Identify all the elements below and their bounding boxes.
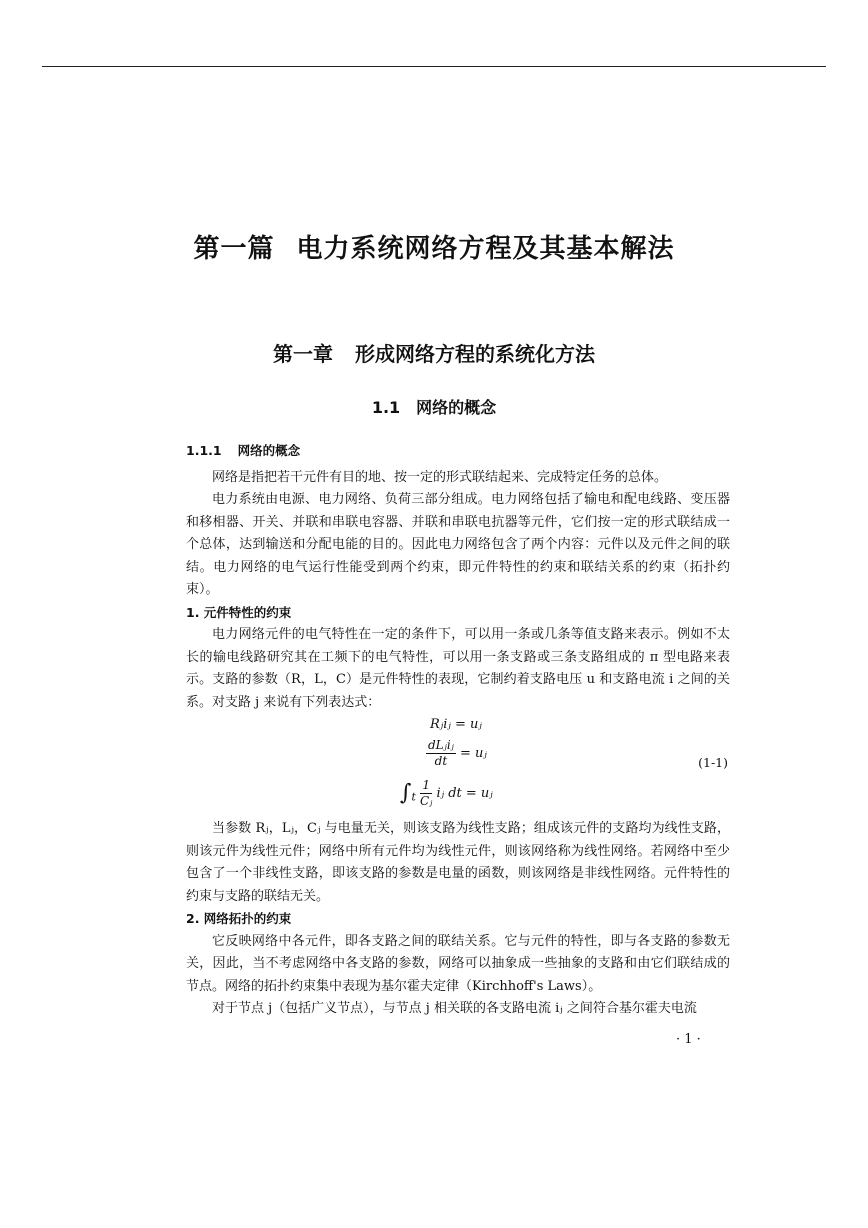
section-text: 网络的概念 — [416, 398, 497, 417]
header-rule — [42, 66, 826, 67]
heading-element-constraint: 1. 元件特性的约束 — [186, 604, 292, 620]
part-text: 电力系统网络方程及其基本解法 — [296, 234, 675, 264]
fraction-denominator: dt — [434, 754, 448, 768]
subsection-heading — [186, 440, 730, 463]
subsection-number: 1.1.1 — [186, 443, 222, 458]
equation-capacitance — [400, 778, 493, 809]
part-label: 第一篇 — [193, 234, 275, 264]
section-number: 1.1 — [371, 398, 401, 417]
equation-rhs: = uⱼ — [459, 746, 487, 761]
fraction — [426, 738, 456, 769]
equation-resistance: Rⱼiⱼ = uⱼ — [430, 717, 482, 732]
subsection-text: 网络的概念 — [237, 443, 301, 458]
equation-rhs: iⱼ dt = uⱼ — [436, 786, 493, 801]
paragraph-1: 网络是指把若干元件有目的地、按一定的形式联结起来、完成特定任务的总体。 — [212, 469, 668, 485]
part-title — [0, 228, 868, 265]
chapter-title — [0, 338, 868, 367]
integral-subscript: t — [411, 790, 416, 804]
paragraph-3: 电力网络元件的电气特性在一定的条件下，可以用一条或几条等值支路来表示。例如不太长的输电线路研究其在工频下的电气特性，可以用一条支路或三条支路组成的 π 型电路来表示。支路的参数（R，L，C）是元件特性的表现，它制约着支路电压 u 和支路电流 i 之间的关系。对支路 j 来说有下列表达式： — [186, 627, 730, 710]
paragraph-6: 对于节点 j（包括广义节点），与节点 j 相关联的各支路电流 iⱼ 之间符合基尔霍夫电流 — [212, 1001, 697, 1016]
page-number: · 1 · — [676, 1032, 701, 1047]
paragraph-5: 它反映网络中各元件，即各支路之间的联结关系。它与元件的特性，即与各支路的参数无关，因此，当不考虑网络中各支路的参数，网络可以抽象成一些抽象的支路和由它们联结成的节点。网络的拓扑约束集中表现为基尔霍夫定律（Kirchhoff's Laws）。 — [186, 933, 730, 994]
paragraph-2: 电力系统由电源、电力网络、负荷三部分组成。电力网络包括了输电和配电线路、变压器和移相器、开关、并联和串联电容器、并联和串联电抗器等元件，它们按一定的形式联结成一个总体，达到输送和分配电能的目的。因此电力网络包含了两个内容：元件以及元件之间的联结。电力网络的电气运行性能受到两个约束，即元件特性的约束和联结关系的约束（拓扑约束）。 — [186, 492, 730, 597]
fraction-denominator: Cⱼ — [419, 794, 433, 808]
fraction-numerator: dLⱼiⱼ — [428, 738, 454, 752]
chapter-label: 第一章 — [273, 342, 333, 366]
fraction — [420, 778, 432, 809]
equation-inductance — [426, 738, 487, 769]
body-text — [186, 440, 730, 1021]
integral-sign: ∫ — [400, 780, 412, 806]
chapter-text: 形成网络方程的系统化方法 — [355, 342, 595, 366]
equation-number: (1-1) — [698, 755, 728, 770]
paragraph-4: 当参数 Rⱼ，Lⱼ，Cⱼ 与电量无关，则该支路为线性支路；组成该元件的支路均为线性支路，则该元件为线性元件；网络中所有元件均为线性元件，则该网络称为线性网络。若网络中至少包含了一个非线性支路，即该支路的参数是电量的函数，则该网络是非线性网络。元件特性的约束与支路的联结无关。 — [186, 821, 730, 904]
section-title — [0, 395, 868, 418]
equation-block — [186, 714, 730, 818]
fraction-numerator: 1 — [420, 778, 432, 794]
heading-topology-constraint: 2. 网络拓扑的约束 — [186, 911, 292, 926]
